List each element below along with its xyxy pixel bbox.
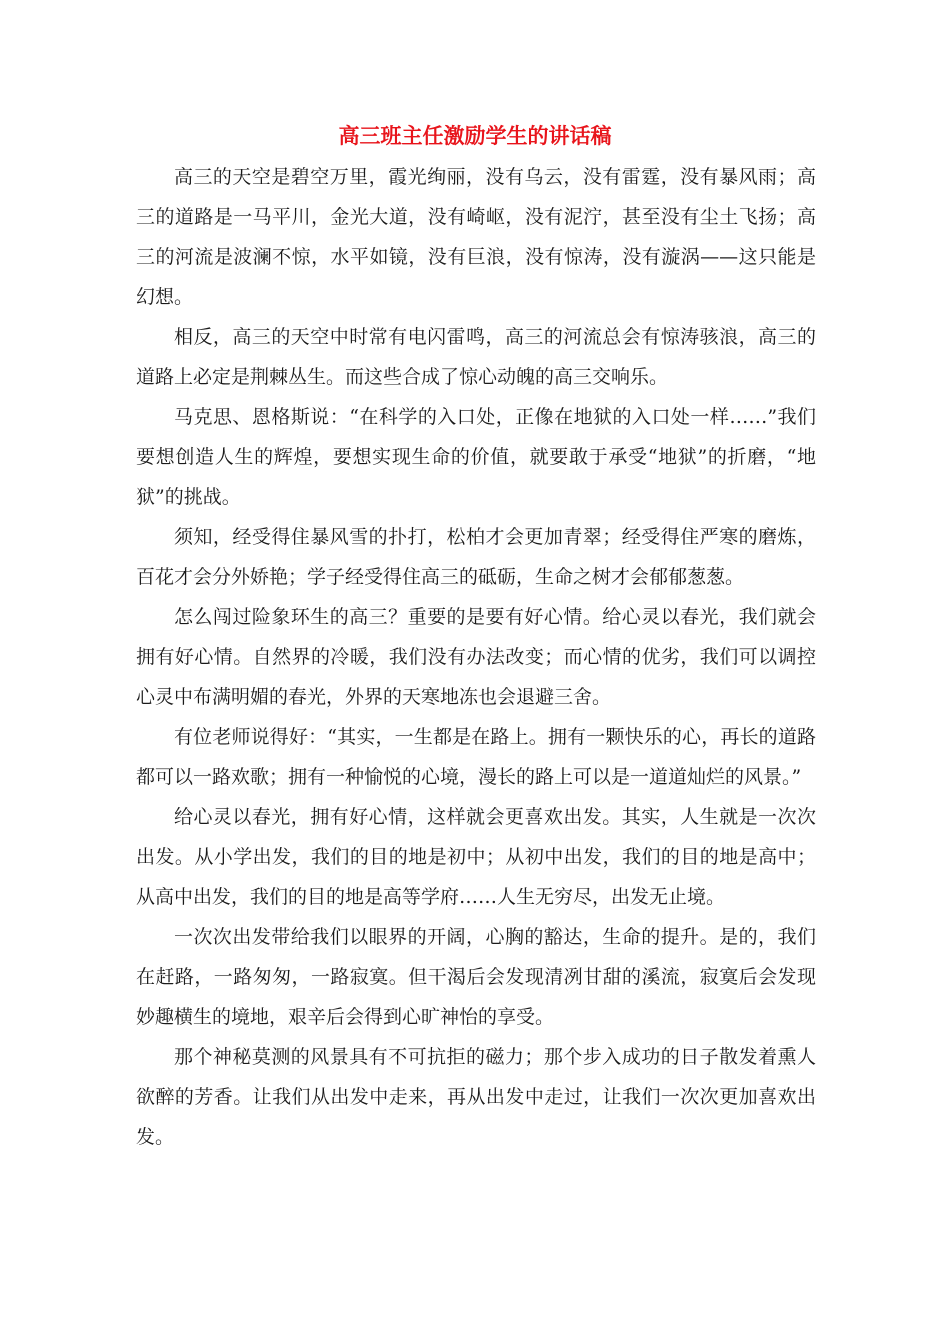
paragraph-1: 高三的天空是碧空万里，霞光绚丽，没有乌云，没有雷霆，没有暴风雨；高三的道路是一马平川，金光大道，没有崎岖，没有泥泞，甚至没有尘土飞扬；高三的河流是波澜不惊，水平如镜，没有巨浪，没有惊涛，没有漩涡——这只能是幻想。 (136, 166, 816, 308)
document-body (136, 157, 816, 1157)
document-title: 高三班主任激励学生的讲话稿 (338, 123, 612, 148)
paragraph-7: 给心灵以春光，拥有好心情，这样就会更喜欢出发。其实，人生就是一次次出发。从小学出发，我们的目的地是初中；从初中出发，我们的目的地是高中；从高中出发，我们的目的地是高等学府……人生无穷尽，出发无止境。 (136, 806, 816, 908)
paragraph-8: 一次次出发带给我们以眼界的开阔，心胸的豁达，生命的提升。是的，我们在赶路，一路匆匆，一路寂寞。但干渴后会发现清冽甘甜的溪流，寂寞后会发现妙趣横生的境地，艰辛后会得到心旷神怡的享受。 (136, 926, 816, 1028)
paragraph-3: 马克思、恩格斯说：“在科学的入口处，正像在地狱的入口处一样……”我们要想创造人生的辉煌，要想实现生命的价值，就要敢于承受“地狱”的折磨，“地狱”的挑战。 (136, 406, 816, 508)
paragraph-2: 相反，高三的天空中时常有电闪雷鸣，高三的河流总会有惊涛骇浪，高三的道路上必定是荆棘丛生。而这些合成了惊心动魄的高三交响乐。 (136, 326, 816, 388)
paragraph-5: 怎么闯过险象环生的高三？重要的是要有好心情。给心灵以春光，我们就会拥有好心情。自然界的冷暖，我们没有办法改变；而心情的优劣，我们可以调控心灵中布满明媚的春光，外界的天寒地冻也会退避三舍。 (136, 606, 816, 708)
paragraph-9: 那个神秘莫测的风景具有不可抗拒的磁力；那个步入成功的日子散发着熏人欲醉的芳香。让我们从出发中走来，再从出发中走过，让我们一次次更加喜欢出发。 (136, 1046, 816, 1148)
paragraph-6: 有位老师说得好：“其实，一生都是在路上。拥有一颗快乐的心，再长的道路都可以一路欢歌；拥有一种愉悦的心境，漫长的路上可以是一道道灿烂的风景。” (136, 726, 816, 788)
paragraph-4: 须知，经受得住暴风雪的扑打，松柏才会更加青翠；经受得住严寒的磨炼，百花才会分外娇艳；学子经受得住高三的砥砺，生命之树才会郁郁葱葱。 (136, 526, 816, 588)
